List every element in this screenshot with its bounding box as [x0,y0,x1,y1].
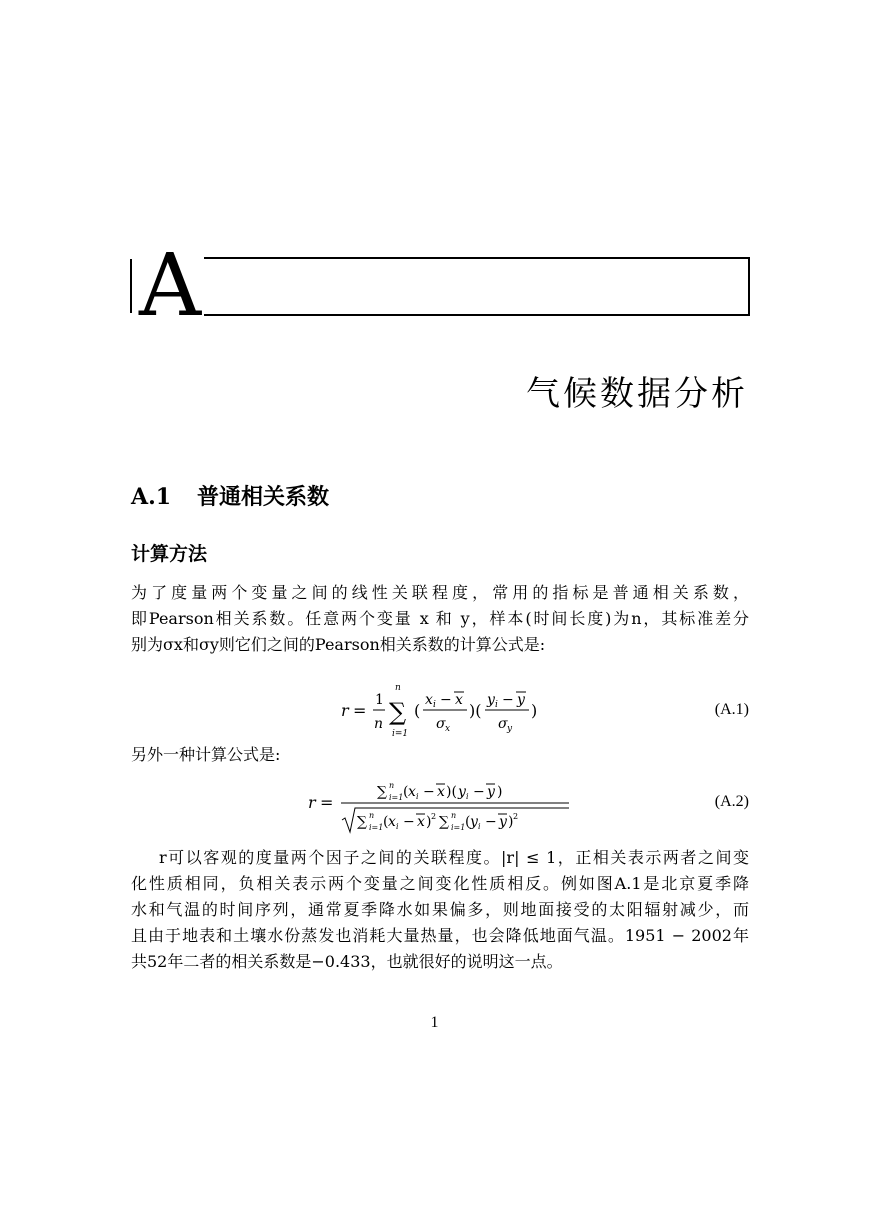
svg-text:n: n [369,811,375,820]
svg-text:y: y [458,784,466,800]
svg-text:): ) [508,814,514,830]
svg-text:i: i [396,822,399,831]
paragraph-line: 水和气温的时间序列，通常夏季降水如果偏多，则地面接受的太阳辐射减少，而 [131,900,749,919]
svg-text:(: ( [465,814,471,830]
svg-text:x: x [388,814,396,830]
equation-a1-formula [131,682,749,738]
paragraph-line: 化性质相同，负相关表示两个变量之间变化性质相反。例如图A.1是北京夏季降 [131,874,749,893]
svg-text:i: i [416,792,419,801]
chapter-letter: A [139,236,202,336]
svg-text:−: − [440,692,452,708]
svg-text:y: y [470,814,478,830]
page-number: 1 [430,1014,439,1031]
paragraph-interpretation [131,845,749,975]
svg-text:∑: ∑ [439,814,449,830]
svg-text:−: − [403,814,415,830]
svg-text:r: r [341,701,349,720]
svg-text:n: n [395,683,401,693]
svg-text:x: x [445,724,451,734]
svg-text:σ: σ [498,716,508,732]
svg-text:−: − [502,692,514,708]
paragraph-line: 另外一种计算公式是: [131,745,281,764]
svg-text:2: 2 [431,812,437,821]
svg-text:i: i [466,792,469,801]
svg-text:i=1: i=1 [369,823,384,832]
section-title: 普通相关系数 [197,484,330,510]
equation-a2-formula [131,778,749,836]
svg-text:(: ( [403,784,409,800]
svg-text:−: − [423,784,435,800]
svg-text:)(: )( [446,784,457,800]
svg-text:): ) [531,701,538,720]
svg-text:(: ( [383,814,389,830]
paragraph-line: r可以客观的度量两个因子之间的关联程度。|r| ≤ 1，正相关表示两者之间变 [159,848,749,867]
svg-text:∑: ∑ [377,784,387,800]
svg-text:i: i [495,700,498,710]
equation-number: (A.1) [714,701,749,718]
svg-text:=: = [353,701,367,720]
svg-text:i: i [433,700,436,710]
section-number: A.1 [131,484,172,510]
paragraph-line: 别为σx和σy则它们之间的Pearson相关系数的计算公式是: [131,635,546,654]
paragraph-alt-formula [131,742,749,768]
paragraph-intro [131,580,749,658]
svg-text:∑: ∑ [357,814,367,830]
paragraph-line: 且由于地表和土壤水份蒸发也消耗大量热量，也会降低地面气温。1951 − 2002年 [131,926,749,945]
svg-text:n: n [389,781,395,790]
svg-text:(: ( [414,701,421,720]
svg-text:x: x [425,692,433,708]
svg-text:y: y [487,784,495,800]
svg-text:): ) [497,784,503,800]
svg-text:r: r [308,793,316,812]
subsection-heading: 计算方法 [131,543,208,565]
chapter-heading-rule-left [130,259,132,313]
equation-a1 [131,682,749,738]
svg-text:−: − [473,784,485,800]
equation-a2 [131,778,749,836]
svg-text:=: = [320,793,334,812]
svg-text:)(: )( [469,701,482,720]
svg-text:x: x [455,692,463,708]
section-heading [131,480,329,511]
svg-text:1: 1 [375,692,384,708]
svg-text:y: y [507,724,513,734]
chapter-title: 气候数据分析 [526,374,748,414]
svg-text:i=1: i=1 [451,823,466,832]
svg-text:∑: ∑ [389,698,407,726]
svg-text:x: x [408,784,416,800]
svg-text:i: i [478,822,481,831]
svg-text:n: n [374,716,384,732]
chapter-heading-frame [204,257,750,316]
svg-text:x: x [437,784,445,800]
svg-text:σ: σ [436,716,446,732]
svg-text:2: 2 [513,812,519,821]
equation-number: (A.2) [714,793,749,810]
svg-text:x: x [417,814,425,830]
svg-text:i=1: i=1 [389,793,404,802]
svg-text:): ) [426,814,432,830]
svg-text:n: n [451,811,457,820]
paragraph-line: 共52年二者的相关系数是−0.433，也就很好的说明这一点。 [131,952,563,971]
svg-text:y: y [499,814,507,830]
svg-text:y: y [517,692,525,708]
paragraph-line: 为了度量两个变量之间的线性关联程度，常用的指标是普通相关系数， [131,583,749,602]
svg-text:y: y [487,692,495,708]
paragraph-line: 即Pearson相关系数。任意两个变量 x 和 y，样本(时间长度)为n，其标准差分 [131,609,749,628]
svg-text:i=1: i=1 [392,729,409,738]
svg-text:−: − [485,814,497,830]
